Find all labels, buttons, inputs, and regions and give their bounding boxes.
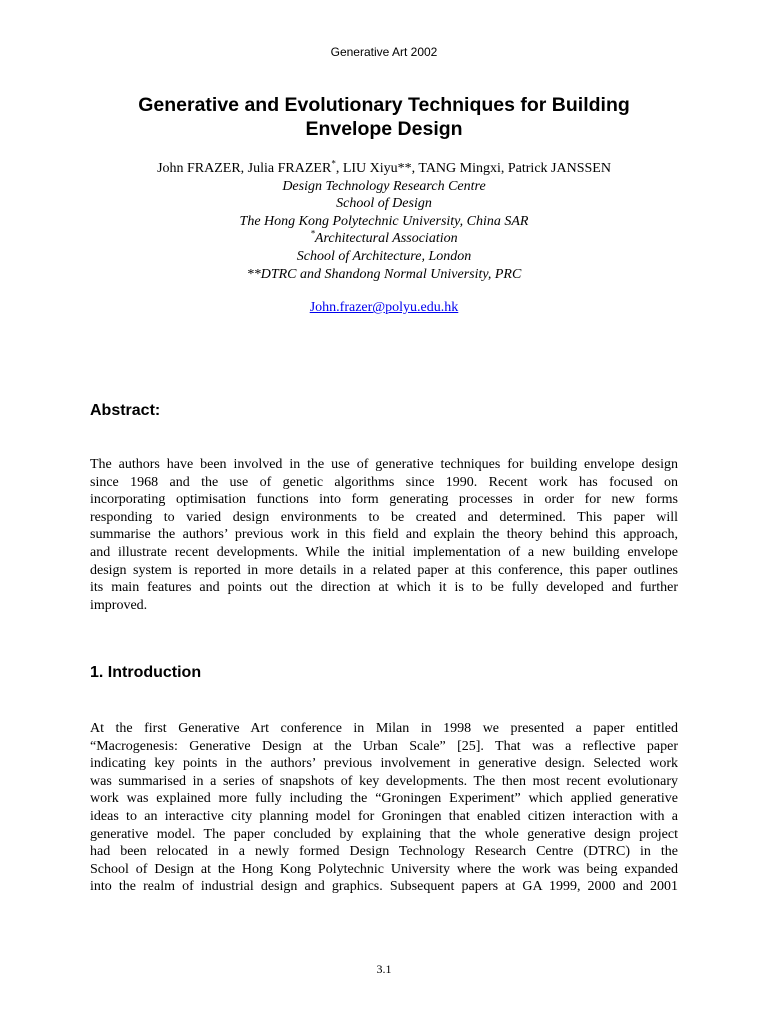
text-line: improved. [90,597,148,613]
abstract-body [90,456,678,614]
affiliation-line [0,230,768,248]
text-line: had been relocated in a newly formed Design Technology Research Centre (DTRC) in the [90,844,678,860]
affiliation-line: The Hong Kong Polytechnic University, China SAR [239,213,529,229]
author-block [0,160,768,283]
affiliation-line: School of Design [336,196,432,212]
text-line: its main features and points out the direction at which it is to be fully developed and further [90,580,678,596]
text-line: work was explained more fully including the “Groningen Experiment” which applied generative [90,791,678,807]
title-line-2: Envelope Design [305,118,463,140]
text-line: “Macrogenesis: Generative Design at the Urban Scale” [25]. That was a reflective paper [90,738,678,754]
affiliation-line: **DTRC and Shandong Normal University, PRC [246,266,522,282]
email-link[interactable]: John.frazer@polyu.edu.hk [309,300,459,315]
authors-part-1: John FRAZER, Julia FRAZER [157,161,332,176]
text-line: was summarised in a series of snapshots of key developments. The then most recent evolutionary [90,773,678,789]
text-line: incorporating optimisation functions into form generating processes in order for new forms [90,492,678,508]
text-line: summarise the authors’ previous work in this field and explain the theory behind this approach, [90,527,678,543]
text-line: At the first Generative Art conference in Milan in 1998 we presented a paper entitled [90,721,678,736]
text-line: ideas to an interactive city planning model for Groningen that enabled citizen interaction with a [90,808,678,824]
text-line: since 1968 and the use of genetic algorithms since 1990. Recent work has focused on [90,474,678,490]
affiliation-footnote-mark: * [310,228,315,239]
author-list [0,160,768,178]
introduction-heading: 1. Introduction [90,664,202,681]
page-number: 3.1 [376,962,392,976]
text-line: into the realm of industrial design and graphics. Subsequent papers at GA 1999, 2000 and 2001 [90,879,678,895]
author-footnote-mark: * [331,158,336,169]
text-line: responding to varied design environments to be created and determined. This paper will [90,509,678,525]
contact-email [0,300,768,316]
affiliation-line: Design Technology Research Centre [282,178,486,194]
text-line: The authors have been involved in the use of generative techniques for building envelope design [90,457,678,472]
running-header: Generative Art 2002 [330,45,438,59]
abstract-heading: Abstract: [90,402,161,419]
authors-part-2: , LIU Xiyu**, TANG Mingxi, Patrick JANSSEN [335,161,611,176]
text-line: design system is reported in more details in a related paper at this conference, this paper outlines [90,562,678,578]
text-line: indicating key points in the authors’ previous involvement in generative design. Selected work [90,756,678,772]
text-line: and illustrate recent developments. While the initial implementation of a new building envelope [90,544,678,560]
introduction-body [90,720,678,896]
title-line-1: Generative and Evolutionary Techniques for Building [138,94,630,116]
affiliation-text: Architectural Association [314,231,458,247]
text-line: generative model. The paper concluded by explaining that the whole generative design project [90,826,678,842]
paper-title [100,93,668,141]
text-line: School of Design at the Hong Kong Polytechnic University where the work was being expanded [90,861,678,877]
affiliation-line: School of Architecture, London [296,248,472,264]
